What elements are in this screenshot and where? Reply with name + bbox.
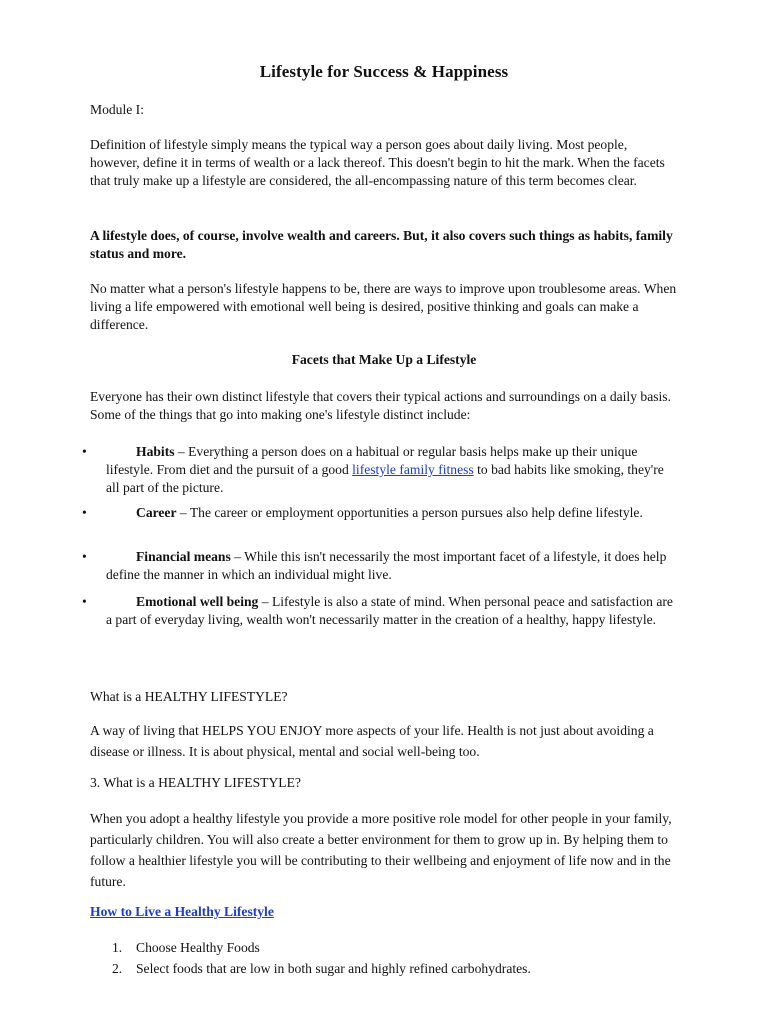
definition-paragraph: Definition of lifestyle simply means the typical way a person goes about daily living. Most people, however, define it in terms of wealth or a lack thereof. This doesn't begin to hit the mark. When the facets that truly make up a lifestyle are considered, the all-encompassing nature of this term becomes clear. xyxy=(90,137,665,188)
step-number: 1. xyxy=(112,940,123,955)
lifestyle-family-fitness-link[interactable]: lifestyle family fitness xyxy=(352,462,474,477)
improvement-paragraph: No matter what a person's lifestyle happens to be, there are ways to improve upon troublesome areas. When living a life empowered with emotional well being is desired, positive thinking and goals can make a difference. xyxy=(90,281,677,332)
how-to-live-healthy-link[interactable]: How to Live a Healthy Lifestyle xyxy=(90,904,274,919)
healthy-answer-2: When you adopt a healthy lifestyle you provide a more positive role model for other people in your family, particularly children. You will also create a better environment for them to grow up in. By helping them to follow a healthier lifestyle you will be contributing to their wellbeing and enjoyment of life now and in the future. xyxy=(90,811,672,889)
facet-text: – Lifestyle is also a state of mind. When personal peace and satisfaction are a part of everyday living, wealth won't necessarily matter in the creation of a healthy, happy lifestyle. xyxy=(106,594,673,627)
document-title: Lifestyle for Success & Happiness xyxy=(259,62,509,81)
wealth-careers-paragraph: A lifestyle does, of course, involve wealth and careers. But, it also covers such things as habits, family status and more. xyxy=(90,228,673,261)
bullet-marker: • xyxy=(82,549,87,564)
facets-intro-paragraph: Everyone has their own distinct lifestyle that covers their typical actions and surroundings on a daily basis. Some of the things that go into making one's lifestyle distinct include: xyxy=(90,389,671,422)
healthy-answer-1: A way of living that HELPS YOU ENJOY more aspects of your life. Health is not just about avoiding a disease or illness. It is about physical, mental and social well-being too. xyxy=(90,723,654,759)
healthy-question-1: What is a HEALTHY LIFESTYLE? xyxy=(90,689,288,704)
bullet-marker: • xyxy=(82,444,87,459)
facet-text: – While this isn't necessarily the most important facet of a lifestyle, it does help define the manner in which an individual might live. xyxy=(106,549,667,582)
list-item xyxy=(106,443,676,497)
facet-text: – The career or employment opportunities a person pursues also help define lifestyle. xyxy=(176,505,643,520)
list-item xyxy=(106,504,676,522)
module-label: Module I: xyxy=(90,102,144,117)
step-number: 2. xyxy=(112,961,123,976)
facet-text: – Everything a person does on a habitual or regular basis helps make up their unique lifestyle. From diet and the pursuit of a good xyxy=(106,444,638,477)
list-item: Select foods that are low in both sugar and highly refined carbohydrates. xyxy=(136,961,531,976)
list-item: Choose Healthy Foods xyxy=(136,940,260,955)
facet-text: to bad habits like smoking, they're all part of the picture. xyxy=(106,462,664,495)
list-item xyxy=(106,593,676,629)
facets-heading: Facets that Make Up a Lifestyle xyxy=(291,352,477,367)
facet-term: Financial means xyxy=(136,549,231,564)
bullet-marker: • xyxy=(82,505,87,520)
facet-term: Emotional well being xyxy=(136,594,259,609)
list-item xyxy=(106,548,676,584)
healthy-question-2: 3. What is a HEALTHY LIFESTYLE? xyxy=(90,775,301,790)
bullet-marker: • xyxy=(82,594,87,609)
facet-term: Habits xyxy=(136,444,175,459)
facet-term: Career xyxy=(136,505,177,520)
